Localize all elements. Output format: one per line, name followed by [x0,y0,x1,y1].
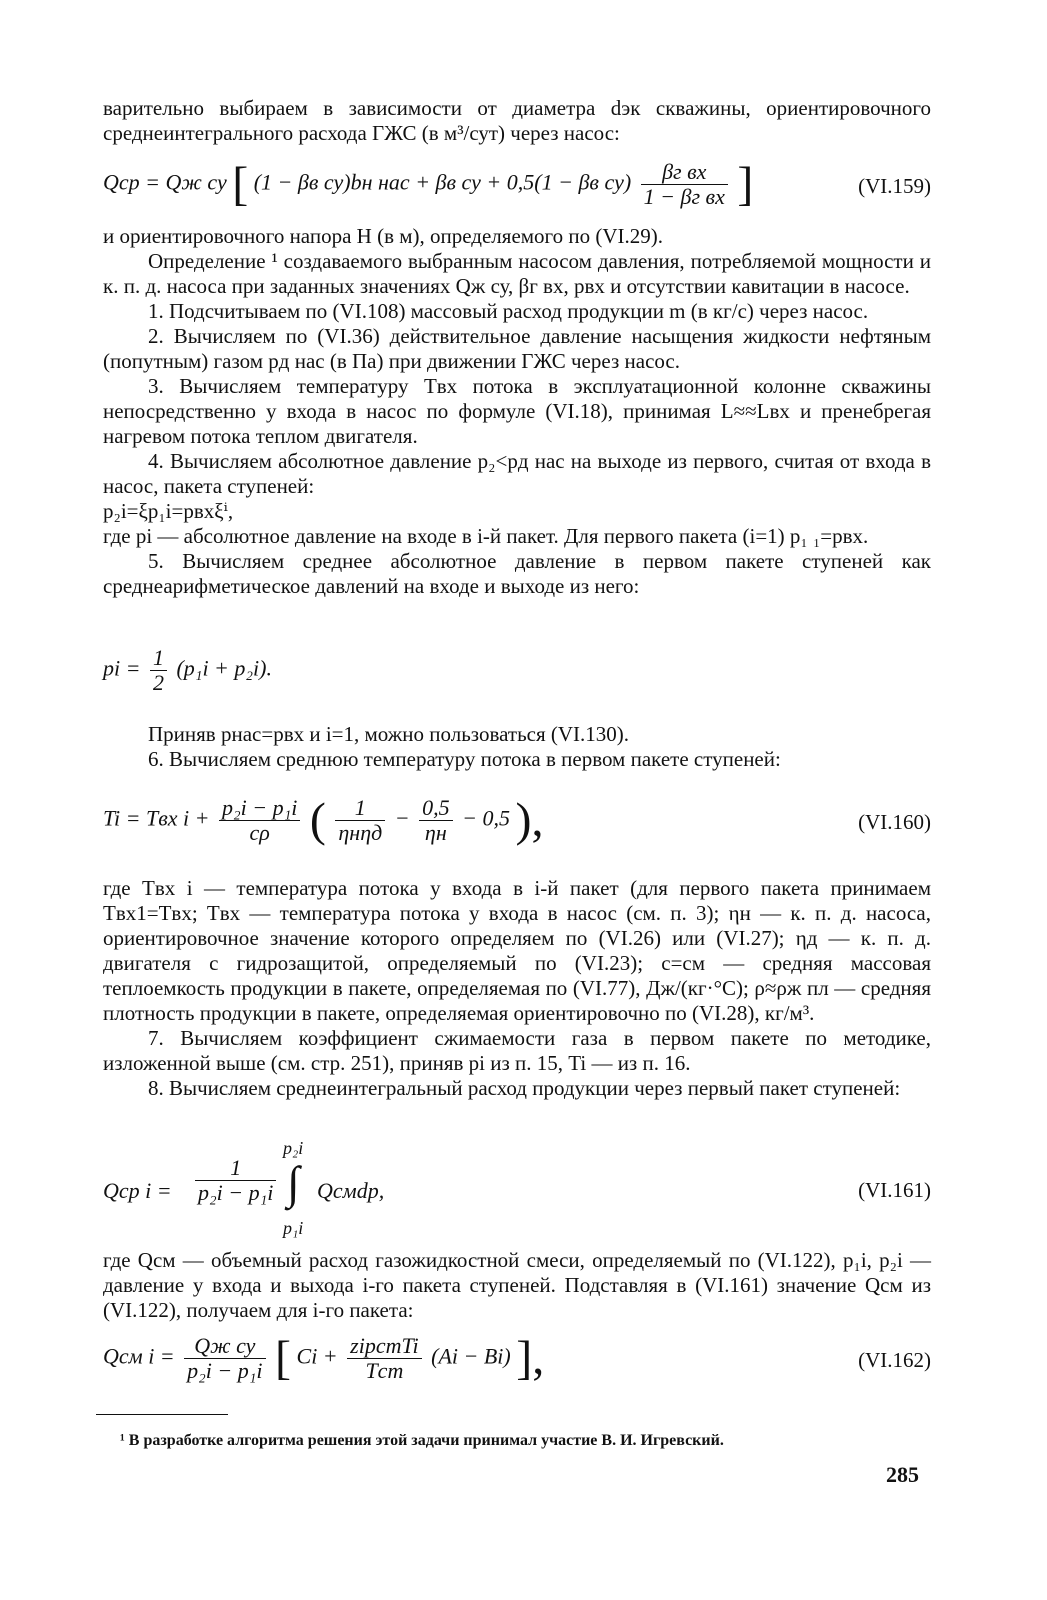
eq-mean-rhs: (p₁i + p₂i). [176,655,272,681]
eq160-fraction-1 [219,796,300,845]
eq162-lhs: Qсм i = [103,1343,175,1369]
eq162-number: (VI.162) [858,1348,931,1372]
eq162-tail: (Ai − Bi) [431,1343,511,1369]
footnote: ¹ В разработке алгоритма решения этой задачи принимал участие В. И. Игревский. [120,1432,724,1449]
eq-mean-denominator: 2 [152,670,164,695]
bracket-close: ] [737,157,754,211]
eq160-den1: cρ [249,820,270,845]
text-step1: 1. Подсчитываем по (VI.108) массовый расход продукции m (в кг/с) через насос. [148,299,869,323]
equation-mean-pressure [103,646,931,695]
eq160-fraction-2 [335,796,385,845]
eq161-lhs: Qср i = [103,1178,172,1203]
bracket-open-162: [ [275,1331,292,1385]
eq161-fraction [195,1156,276,1205]
text-para3: Определение ¹ создаваемого выбранным насосом давления, потребляемой мощности и к. п. д. насоса при заданных значениях Qж су, βг вх, pвх и отсутствии кавитации в насосе. [103,249,931,298]
eq159-fraction [641,160,728,209]
eq161-lower-limit: p₁i [283,1218,304,1238]
text-step7: 7. Вычисляем коэффициент сжимаемости газа в первом пакете по методике, изложенной выше (см. стр. 251), приняв pi из п. 15, Ti — из п. 16. [103,1026,931,1075]
page-number: 285 [886,1462,919,1487]
eq160-fraction-3 [419,796,453,845]
eq162-fraction-2 [347,1334,421,1383]
text-para1: варительно выбираем в зависимости от диаметра dэк скважины, ориентировочного среднеинтегрального расхода ГЖС (в м³/сут) через насос: [103,96,931,145]
eq159-number: (VI.159) [858,174,931,198]
text-step4-formula: p₂i=ξp₁i=pвхξⁱ, [103,499,234,523]
eq160-num1: p₂i − p₁i [219,796,300,821]
eq162-num1: Qж су [184,1334,265,1359]
equation-vi161 [103,1138,931,1242]
eq160-den3: ηн [424,820,447,845]
eq160-lhs: Ti = Tвх i + [103,805,210,831]
bracket-close-162: ], [516,1331,545,1385]
text-where161: где Qсм — объемный расход газожидкостной смеси, определяемый по (VI.122), p₁i, p₂i — давление у входа и выхода i-го пакета ступеней. Подставляя в (VI.161) значение Qсм из (VI.122), получаем для i-го пакета: [103,1248,931,1322]
eq162-ci: Ci + [296,1343,338,1369]
paragraphs-block-3 [103,876,931,1101]
eq160-num3: 0,5 [419,796,453,821]
text-where160: где Tвх i — температура потока у входа в i-й пакет (для первого пакета принимаем Tвх1=Tвх; Tвх — температура потока у входа в насос (см. п. 3); ηн — к. п. д. насоса, ориентировочное значение которого определяем по (VI.26) или (VI.27); ηд — к. п. д. двигателя с гидрозащитой, определяемый по (VI.23); c=cм — средняя массовая теплоемкость продукции в пакете, определяемая по (VI.77), Дж/(кг·°С); ρ≈ρж пл — средняя плотность продукции в пакете, определяемая ориентировочно по (VI.28), кг/м³. [103,876,931,1025]
paragraphs-block-2 [103,722,931,772]
eq162-den1: p₂i − p₁i [187,1358,263,1383]
eq161-integrand: Qсмdp, [317,1178,385,1203]
eq162-den2: Tст [365,1358,404,1383]
eq159-lhs: Qср = Qж су [103,169,227,195]
text-after5: Приняв pнас=pвх и i=1, можно пользоваться (VI.130). [148,722,630,746]
text-step5: 5. Вычисляем среднее абсолютное давление в первом пакете ступеней как среднеарифметическое давлений на входе и выходе из него: [103,549,931,598]
equation-vi160 [103,793,931,847]
text-step3: 3. Вычисляем температуру Tвх потока в эксплуатационной колонне скважины непосредственно у входа в насос по формуле (VI.18), принимая L≈≈Lвх и пренебрегая нагревом потока теплом двигателя. [103,374,931,448]
text-step2: 2. Вычисляем по (VI.36) действительное давление насыщения жидкости нефтяным (попутным) газом pд нас (в Па) при движении ГЖС через насос. [103,324,931,373]
eq161-number: (VI.161) [858,1178,931,1202]
eq159-body: (1 − βв су)bн нас + βв су + 0,5(1 − βв су) [253,169,632,195]
paren-close: ), [515,793,544,847]
eq159-denominator: 1 − βг вх [643,184,725,209]
eq160-tail: − 0,5 [462,805,510,831]
paragraphs-block-1 [103,224,931,599]
eq161-numerator: 1 [195,1156,276,1181]
eq162-num2: ziрстTi [347,1334,421,1359]
eq161-denominator: p₂i − p₁i [198,1180,274,1205]
paragraphs-block-4 [103,1248,931,1323]
equation-vi159 [103,157,931,211]
eq162-fraction-1 [184,1334,265,1383]
integral-sign: ∫ [287,1157,300,1208]
text-para2: и ориентировочного напора H (в м), определяемого по (VI.29). [103,224,664,248]
text-step4-where: где pi — абсолютное давление на входе в i-й пакет. Для первого пакета (i=1) p₁ ₁=pвх. [103,524,869,548]
eq161-upper-limit: p₂i [283,1138,304,1158]
eq-mean-numerator: 1 [150,646,167,671]
eq160-num2: 1 [335,796,385,821]
text-step4: 4. Вычисляем абсолютное давление p₂<pд нас на выходе из первого, считая от входа в насос, пакета ступеней: [103,449,931,498]
eq160-den2: ηнηд [338,820,383,845]
bracket-open: [ [232,157,249,211]
paren-open: ( [309,793,326,847]
footnote-divider [96,1414,228,1415]
eq-mean-lhs: pi = [103,655,146,681]
eq160-number: (VI.160) [858,810,931,834]
eq159-numerator: βг вх [641,160,728,185]
text-step6: 6. Вычисляем среднюю температуру потока в первом пакете ступеней: [148,747,781,771]
eq-mean-fraction [150,646,167,695]
text-step8: 8. Вычисляем среднеинтегральный расход продукции через первый пакет ступеней: [148,1076,901,1100]
equation-vi162 [103,1331,931,1385]
eq160-minus: − [394,805,410,831]
paragraph-intro [103,96,931,146]
